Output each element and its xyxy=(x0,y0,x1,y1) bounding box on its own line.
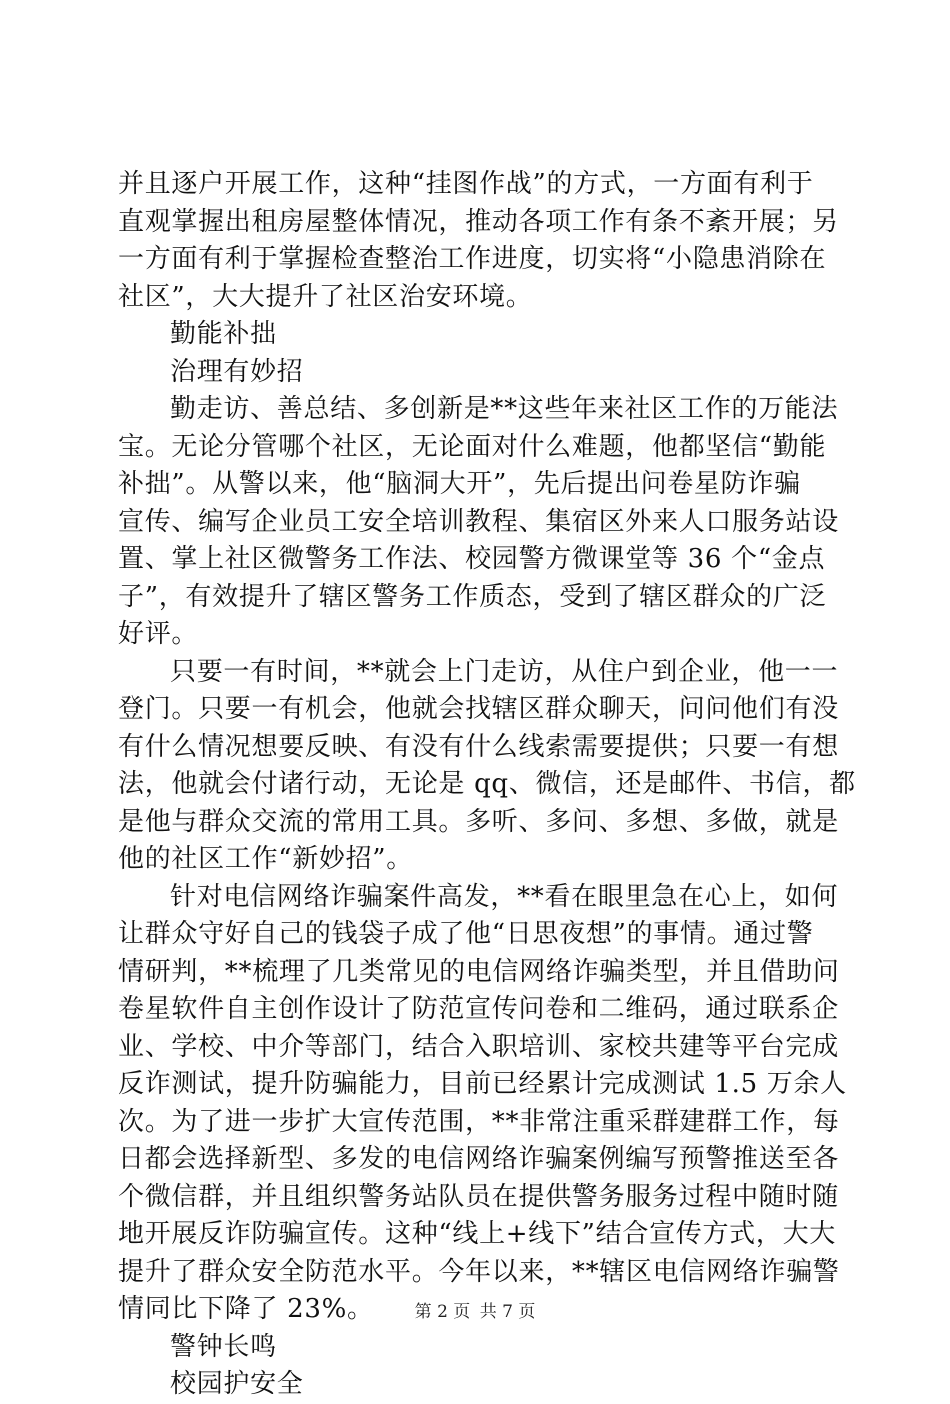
text-line: 治理有妙招 xyxy=(170,356,304,387)
text-line: 只要一有时间，**就会上门走访，从住户到企业，他一一 xyxy=(170,656,839,687)
document-body xyxy=(118,166,856,1404)
text-line: 是他与群众交流的常用工具。多听、多问、多想、多做，就是 xyxy=(118,806,839,837)
text-line: 宝。无论分管哪个社区，无论面对什么难题，他都坚信“勤能 xyxy=(118,431,827,462)
text-line: 业、学校、中介等部门，结合入职培训、家校共建等平台完成 xyxy=(118,1031,839,1062)
text-line: 提升了群众安全防范水平。今年以来，**辖区电信网络诈骗警 xyxy=(118,1256,840,1287)
text-line: 子”，有效提升了辖区警务工作质态，受到了辖区群众的广泛 xyxy=(118,581,827,612)
text-line: 有什么情况想要反映、有没有什么线索需要提供；只要一有想 xyxy=(118,731,839,762)
page-footer xyxy=(0,1302,950,1322)
text-line: 勤能补拙 xyxy=(170,319,277,349)
text-line: 情研判，**梳理了几类常见的电信网络诈骗类型，并且借助问 xyxy=(118,956,840,987)
text-line: 情同比下降了 23%。 xyxy=(118,1294,374,1324)
text-line: 校园护安全 xyxy=(170,1369,304,1399)
text-line: 宣传、编写企业员工安全培训教程、集宿区外来人口服务站设 xyxy=(118,506,839,537)
text-line: 地开展反诈防骗宣传。这种“线上+线下”结合宣传方式，大大 xyxy=(118,1219,836,1249)
text-line: 补拙”。从警以来，他“脑洞大开”，先后提出问卷星防诈骗 xyxy=(118,469,801,499)
text-line: 反诈测试，提升防骗能力，目前已经累计完成测试 1.5 万余人 xyxy=(118,1069,847,1099)
text-line: 勤走访、善总结、多创新是**这些年来社区工作的万能法 xyxy=(170,394,839,424)
text-line: 社区”，大大提升了社区治安环境。 xyxy=(118,281,533,312)
text-line: 好评。 xyxy=(118,619,199,649)
text-line: 置、掌上社区微警务工作法、校园警方微课堂等 36 个“金点 xyxy=(118,544,826,574)
page-total: 共 7 页 xyxy=(479,1302,536,1322)
text-line: 一方面有利于掌握检查整治工作进度，切实将“小隐患消除在 xyxy=(118,244,827,274)
text-line: 针对电信网络诈骗案件高发，**看在眼里急在心上，如何 xyxy=(170,881,839,912)
text-line: 登门。只要一有机会，他就会找辖区群众聊天，问问他们有没 xyxy=(118,694,839,724)
text-line: 并且逐户开展工作，这种“挂图作战”的方式，一方面有利于 xyxy=(118,169,814,199)
text-line: 直观掌握出租房屋整体情况，推动各项工作有条不紊开展；另 xyxy=(118,206,839,237)
text-line: 个微信群，并且组织警务站队员在提供警务服务过程中随时随 xyxy=(118,1181,839,1212)
text-line: 法，他就会付诸行动，无论是 qq、微信，还是邮件、书信，都 xyxy=(118,769,856,799)
page-number: 第 2 页 xyxy=(414,1302,471,1322)
text-line: 次。为了进一步扩大宣传范围，**非常注重采群建群工作，每 xyxy=(118,1106,840,1137)
text-line: 警钟长鸣 xyxy=(170,1331,277,1362)
text-line: 他的社区工作“新妙招”。 xyxy=(118,844,413,874)
text-line: 卷星软件自主创作设计了防范宣传问卷和二维码，通过联系企 xyxy=(118,994,839,1024)
text-line: 让群众守好自己的钱袋子成了他“日思夜想”的事情。通过警 xyxy=(118,919,814,949)
text-line: 日都会选择新型、多发的电信网络诈骗案例编写预警推送至各 xyxy=(118,1144,839,1174)
